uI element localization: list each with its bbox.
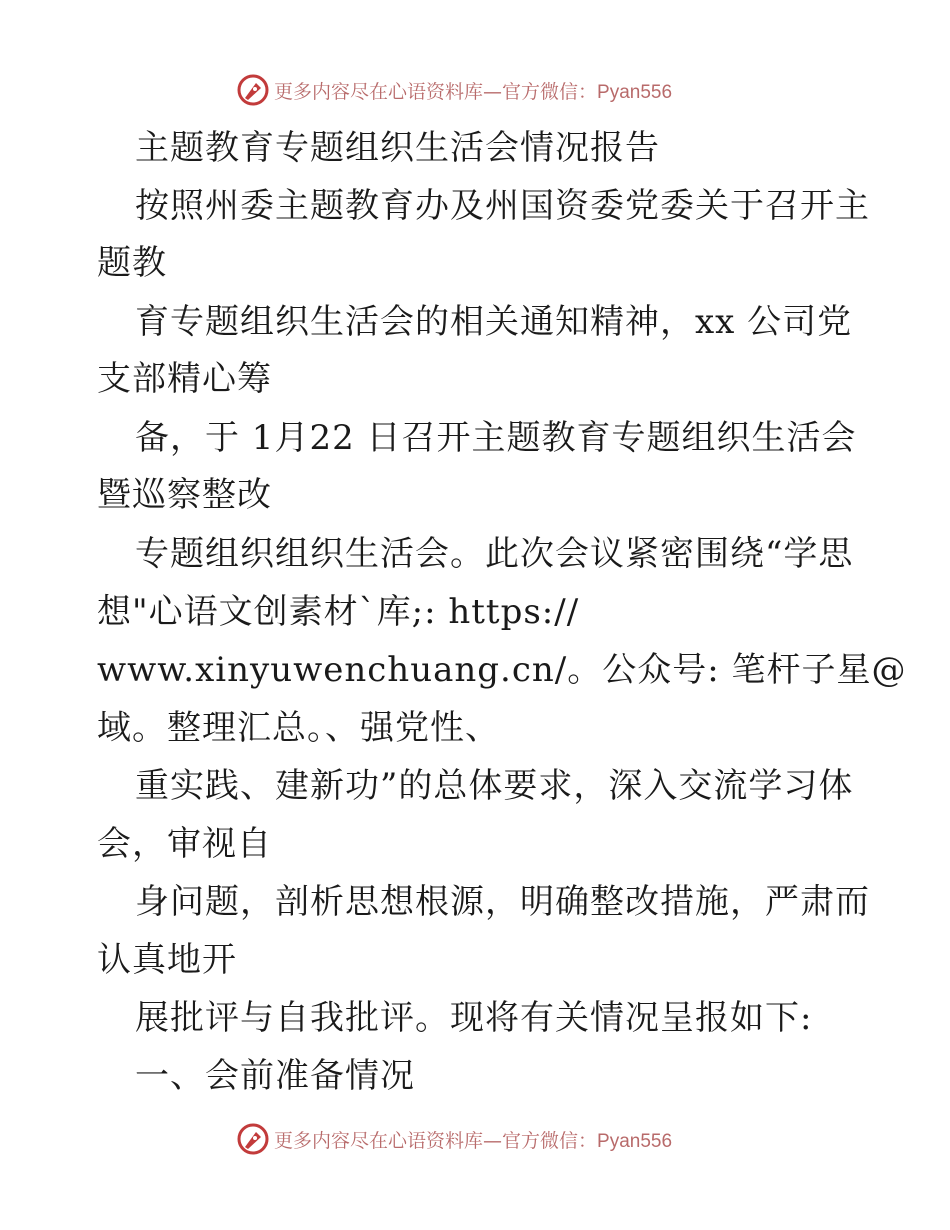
doc-title: 主题教育专题组织生活会情况报告 (135, 128, 660, 168)
footer-watermark (236, 1121, 716, 1157)
paragraph-line: 专题组织组织生活会。此次会议紧密围绕“学思 (135, 534, 854, 574)
watermark-text: 更多内容尽在心语资料库—官方微信：Pyan556 (274, 1129, 673, 1152)
paragraph-line: 题教 (97, 243, 167, 283)
paragraph-line: 重实践、建新功”的总体要求，深入交流学习体 (135, 766, 854, 806)
paragraph-line: 展批评与自我批评。现将有关情况呈报如下: (135, 998, 813, 1038)
pen-nib-circle-icon (236, 73, 270, 107)
paragraph-line: 按照州委主题教育办及州国资委党委关于召开主 (135, 186, 870, 226)
pen-nib-circle-icon (236, 1122, 270, 1156)
paragraph-line: 认真地开 (97, 940, 237, 980)
paragraph-line: 备，于 1月22 日召开主题教育专题组织生活会 (135, 418, 857, 458)
paragraph-line: 支部精心筹 (97, 359, 272, 399)
paragraph-line: www.xinyuwenchuang.cn/。公众号: 笔杆子星@ (97, 650, 907, 690)
watermark-handle: Pyan556 (597, 81, 673, 103)
watermark-text: 更多内容尽在心语资料库—官方微信：Pyan556 (274, 80, 673, 103)
header-watermark (236, 72, 716, 108)
paragraph-line: 想"心语文创素材`库;: https:// (97, 592, 580, 632)
watermark-handle: Pyan556 (597, 1130, 673, 1152)
section-heading: 一、会前准备情况 (135, 1056, 415, 1096)
paragraph-line: 育专题组织生活会的相关通知精神，xx 公司党 (135, 302, 853, 342)
paragraph-line: 会，审视自 (97, 824, 272, 864)
paragraph-line: 域。整理汇总。、强党性、 (97, 708, 500, 748)
paragraph-line: 暨巡察整改 (97, 475, 272, 515)
paragraph-line: 身问题，剖析思想根源，明确整改措施，严肃而 (135, 882, 870, 922)
